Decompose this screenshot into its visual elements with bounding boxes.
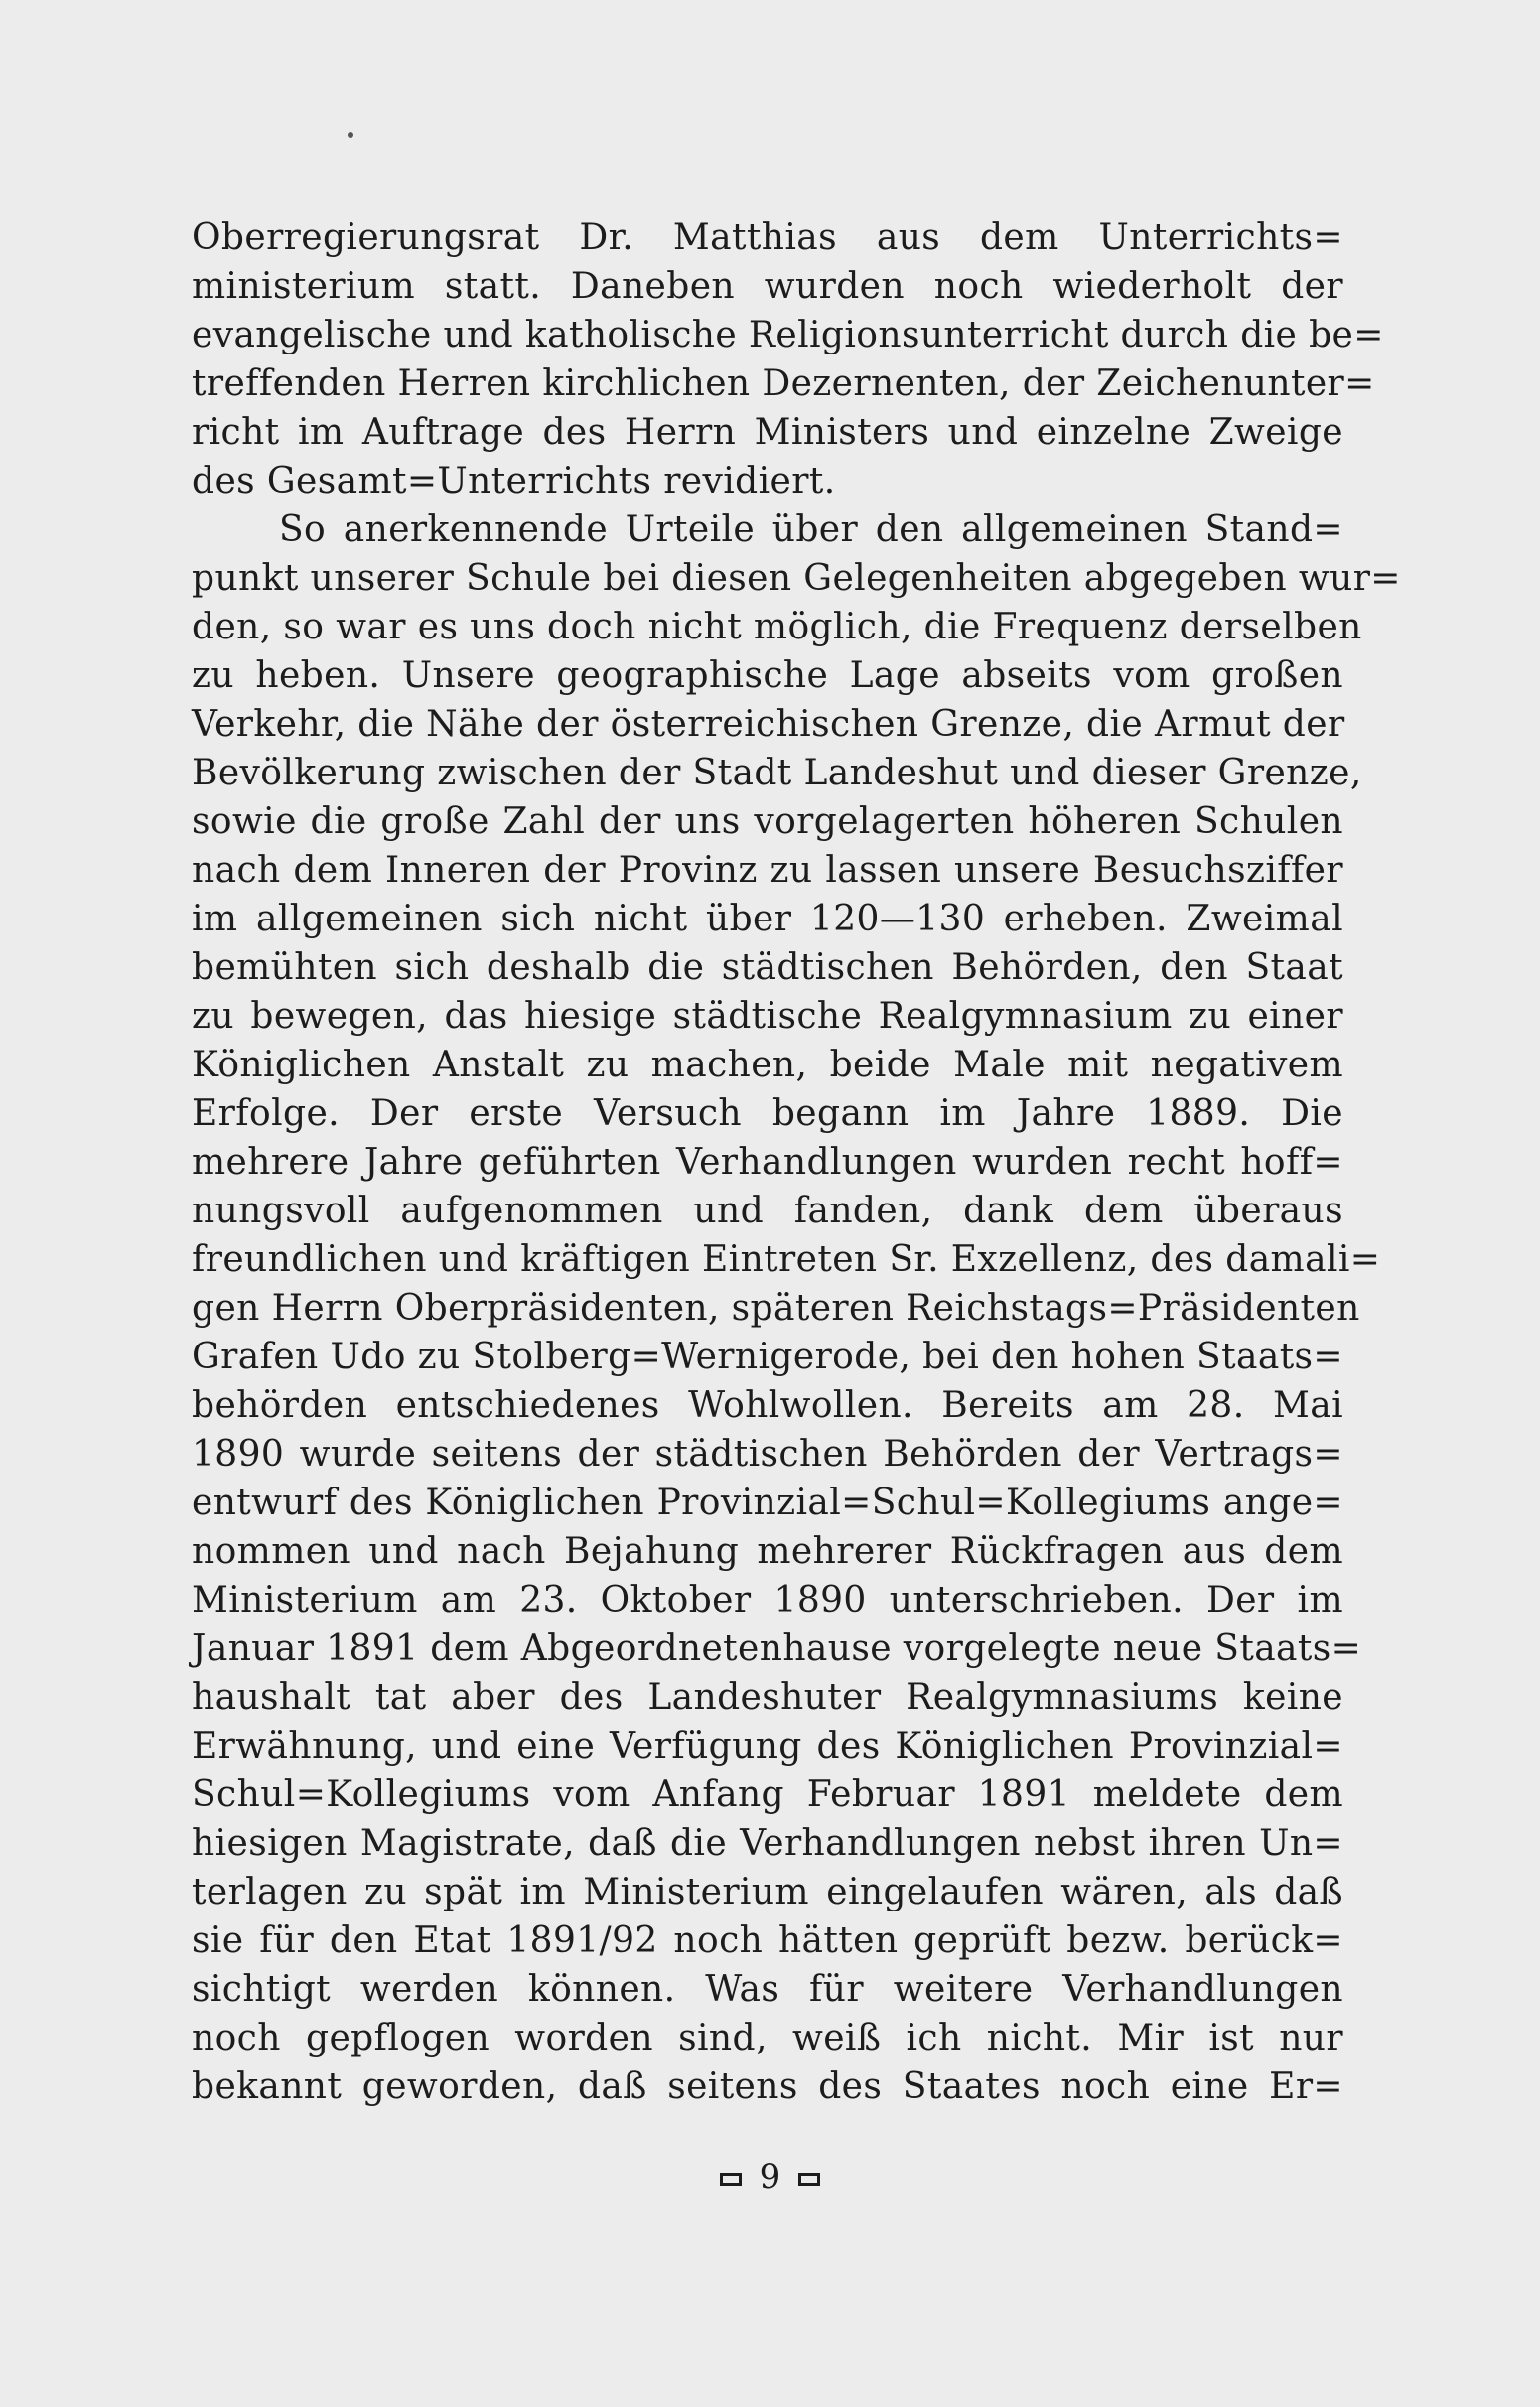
text-line: entwurf des Königlichen Provinzial=Schul=Kollegiums ange=	[192, 1483, 1343, 1523]
folio-ornament-right	[798, 2173, 820, 2186]
page-number: 9	[759, 2157, 781, 2196]
text-line: Verkehr, die Nähe der österreichischen Grenze, die Armut der	[192, 704, 1345, 745]
text-line: sichtigt werden können. Was für weitere Verhandlungen	[192, 1969, 1343, 2010]
text-line: Erwähnung, und eine Verfügung des Königlichen Provinzial=	[192, 1726, 1343, 1767]
text-line: treffenden Herren kirchlichen Dezernenten, der Zeichenunter=	[192, 363, 1375, 404]
text-line: nommen und nach Bejahung mehrerer Rückfragen aus dem	[192, 1531, 1343, 1572]
text-line: Erfolge. Der erste Versuch begann im Jahre 1889. Die	[192, 1093, 1343, 1134]
speck-mark	[348, 132, 353, 138]
text-line: zu bewegen, das hiesige städtische Realgymnasium zu einer	[192, 996, 1343, 1037]
text-line: Bevölkerung zwischen der Stadt Landeshut und dieser Grenze,	[192, 753, 1362, 793]
text-line: sie für den Etat 1891/92 noch hätten geprüft bezw. berück=	[192, 1920, 1343, 1961]
text-line: bekannt geworden, daß seitens des Staates noch eine Er=	[192, 2066, 1343, 2107]
text-line: bemühten sich deshalb die städtischen Behörden, den Staat	[192, 947, 1343, 988]
text-line: Grafen Udo zu Stolberg=Wernigerode, bei den hohen Staats=	[192, 1337, 1343, 1377]
body-text	[192, 213, 1401, 2111]
text-line: haushalt tat aber des Landeshuter Realgymnasiums keine	[192, 1677, 1343, 1718]
text-line: ministerium statt. Daneben wurden noch wiederholt der	[192, 266, 1343, 307]
text-line: des Gesamt=Unterrichts revidiert.	[192, 461, 836, 501]
text-line: So anerkennende Urteile über den allgemeinen Stand=	[279, 509, 1343, 550]
text-line: gen Herrn Oberpräsidenten, späteren Reichstags=Präsidenten	[192, 1288, 1360, 1329]
text-line: hiesigen Magistrate, daß die Verhandlungen nebst ihren Un=	[192, 1823, 1343, 1864]
text-line: sowie die große Zahl der uns vorgelagerten höheren Schulen	[192, 801, 1343, 842]
text-line: Ministerium am 23. Oktober 1890 unterschrieben. Der im	[192, 1580, 1343, 1621]
text-line: zu heben. Unsere geographische Lage abseits vom großen	[192, 655, 1343, 696]
text-line: im allgemeinen sich nicht über 120—130 erheben. Zweimal	[192, 899, 1343, 939]
text-line: richt im Auftrage des Herrn Ministers und einzelne Zweige	[192, 412, 1343, 453]
text-line: freundlichen und kräftigen Eintreten Sr. Exzellenz, des damali=	[192, 1239, 1381, 1280]
text-line: Januar 1891 dem Abgeordnetenhause vorgelegte neue Staats=	[192, 1628, 1362, 1669]
text-line: mehrere Jahre geführten Verhandlungen wurden recht hoff=	[192, 1142, 1343, 1183]
text-line: evangelische und katholische Religionsunterricht durch die be=	[192, 315, 1384, 355]
text-line: punkt unserer Schule bei diesen Gelegenheiten abgegeben wur=	[192, 558, 1401, 599]
text-line: Königlichen Anstalt zu machen, beide Male mit negativem	[192, 1045, 1343, 1085]
text-line: noch gepflogen worden sind, weiß ich nicht. Mir ist nur	[192, 2018, 1343, 2058]
text-line: behörden entschiedenes Wohlwollen. Bereits am 28. Mai	[192, 1385, 1343, 1426]
text-line: nach dem Inneren der Provinz zu lassen unsere Besuchsziffer	[192, 850, 1343, 891]
text-line: 1890 wurde seitens der städtischen Behörden der Vertrags=	[192, 1434, 1343, 1475]
text-line: Oberregierungsrat Dr. Matthias aus dem Unterrichts=	[192, 217, 1343, 258]
text-line: nungsvoll aufgenommen und fanden, dank dem überaus	[192, 1191, 1343, 1231]
folio-ornament-left	[720, 2173, 742, 2186]
text-line: Schul=Kollegiums vom Anfang Februar 1891 meldete dem	[192, 1774, 1343, 1815]
text-line: terlagen zu spät im Ministerium eingelaufen wären, als daß	[192, 1872, 1343, 1912]
text-line: den, so war es uns doch nicht möglich, die Frequenz derselben	[192, 607, 1362, 647]
page-footer	[0, 2157, 1540, 2196]
